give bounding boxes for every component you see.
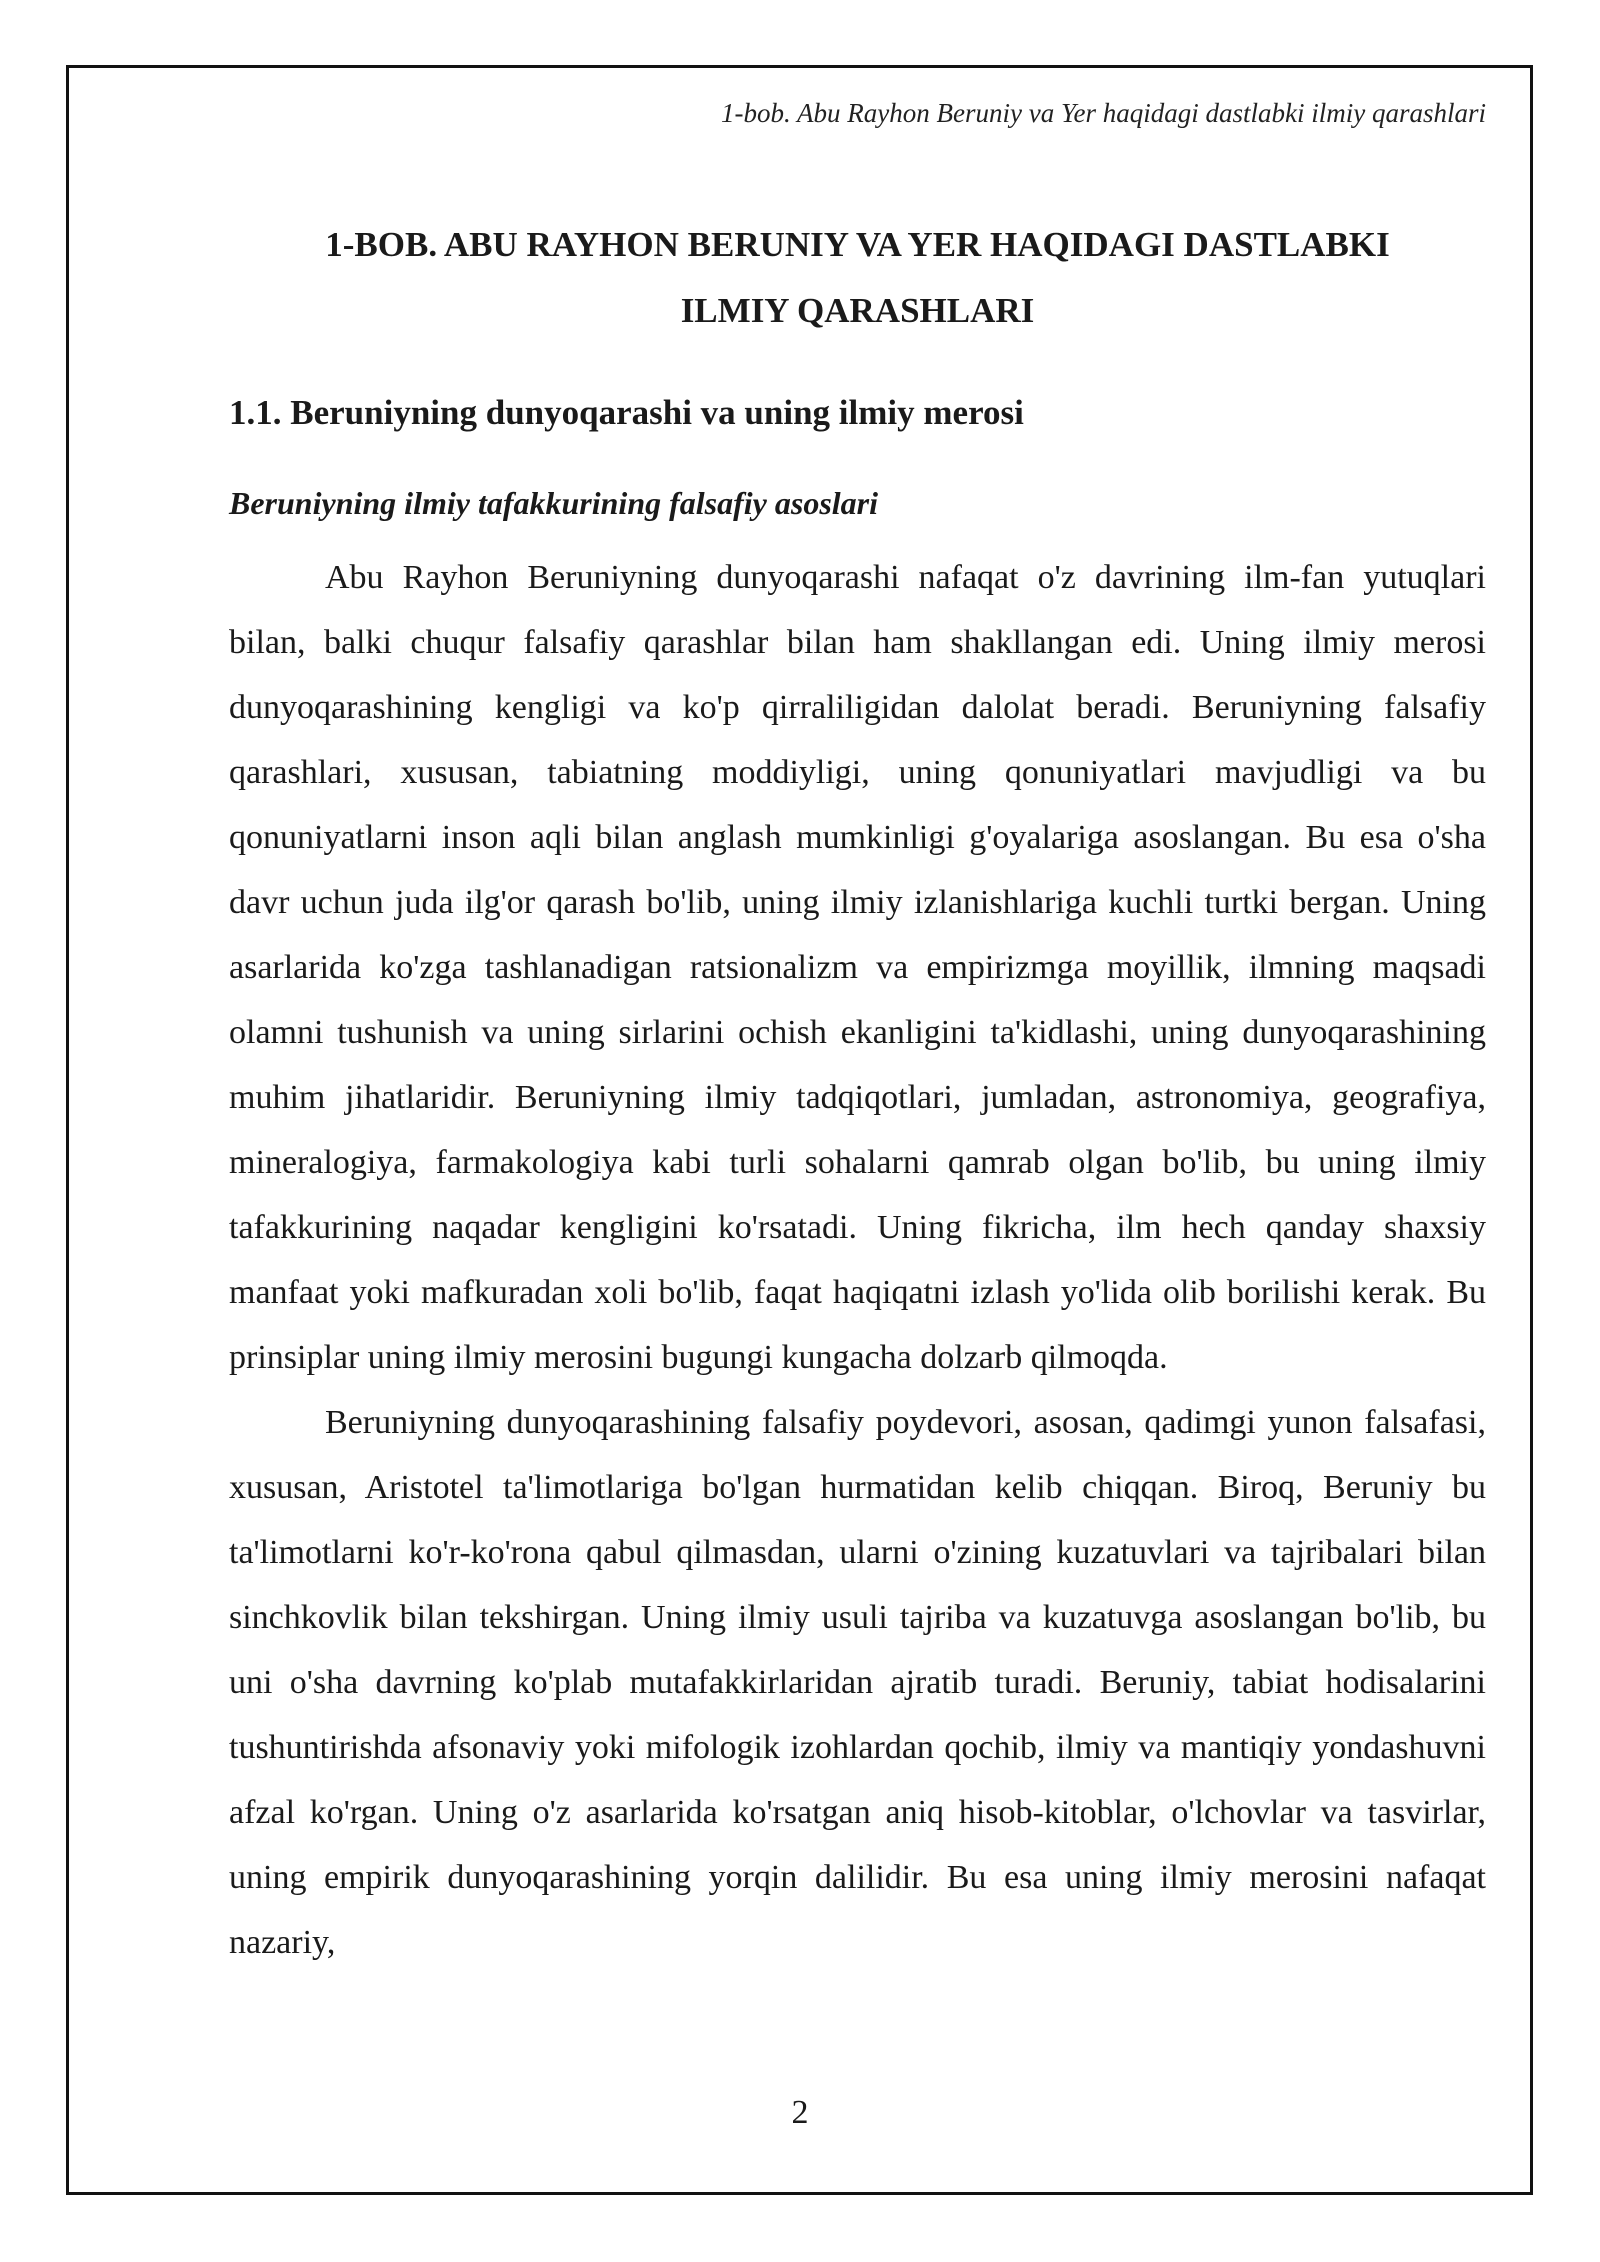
chapter-title-line-1: 1-BOB. ABU RAYHON BERUNIY VA YER HAQIDAGI DASTLABKI [325, 225, 1390, 264]
body-text [229, 545, 1486, 1975]
chapter-title [229, 212, 1486, 344]
page-number: 2 [791, 2094, 809, 2131]
chapter-title-line-2: ILMIY QARASHLARI [680, 291, 1035, 330]
paragraph-2: Beruniyning dunyoqarashining falsafiy poydevori, asosan, qadimgi yunon falsafasi, xususan, Aristotel ta'limotlariga bo'lgan hurmatidan kelib chiqqan. Biroq, Beruniy bu ta'limotlarni ko'r-ko'rona qabul qilmasdan, ularni o'zining kuzatuvlari va tajribalari bilan sinchkovlik bilan tekshirgan. Uning ilmiy usuli tajriba va kuzatuvga asoslangan bo'lib, bu uni o'sha davrning ko'plab mutafakkirlaridan ajratib turadi. Beruniy, tabiat hodisalarini tushuntirishda afsonaviy yoki mifologik izohlardan qochib, ilmiy va mantiqiy yondashuvni afzal ko'rgan. Uning o'z asarlarida ko'rsatgan aniq hisob-kitoblar, o'lchovlar va tasvirlar, uning empirik dunyoqarashining yorqin dalilidir. Bu esa uning ilmiy merosini nafaqat nazariy, [229, 1404, 1486, 1961]
paragraph-1: Abu Rayhon Beruniyning dunyoqarashi nafaqat o'z davrining ilm-fan yutuqlari bilan, balki chuqur falsafiy qarashlar bilan ham shakllangan edi. Uning ilmiy merosi dunyoqarashining kengligi va ko'p qirraliligidan dalolat beradi. Beruniyning falsafiy qarashlari, xususan, tabiatning moddiyligi, uning qonuniyatlari mavjudligi va bu qonuniyatlarni inson aqli bilan anglash mumkinligi g'oyalariga asoslangan. Bu esa o'sha davr uchun juda ilg'or qarash bo'lib, uning ilmiy izlanishlariga kuchli turtki bergan. Uning asarlarida ko'zga tashlanadigan ratsionalizm va empirizmga moyillik, ilmning maqsadi olamni tushunish va uning sirlarini ochish ekanligini ta'kidlashi, uning dunyoqarashining muhim jihatlaridir. Beruniyning ilmiy tadqiqotlari, jumladan, astronomiya, geografiya, mineralogiya, farmakologiya kabi turli sohalarni qamrab olgan bo'lib, bu uning ilmiy tafakkurining naqadar kengligini ko'rsatadi. Uning fikricha, ilm hech qanday shaxsiy manfaat yoki mafkuradan xoli bo'lib, faqat haqiqatni izlash yo'lida olib borilishi kerak. Bu prinsiplar uning ilmiy merosini bugungi kungacha dolzarb qilmoqda. [229, 559, 1486, 1376]
subsection-title: Beruniyning ilmiy tafakkurining falsafiy asoslari [229, 485, 878, 521]
section-title: 1.1. Beruniyning dunyoqarashi va uning ilmiy merosi [229, 393, 1024, 432]
running-header: 1-bob. Abu Rayhon Beruniy va Yer haqidagi dastlabki ilmiy qarashlari [721, 98, 1486, 128]
